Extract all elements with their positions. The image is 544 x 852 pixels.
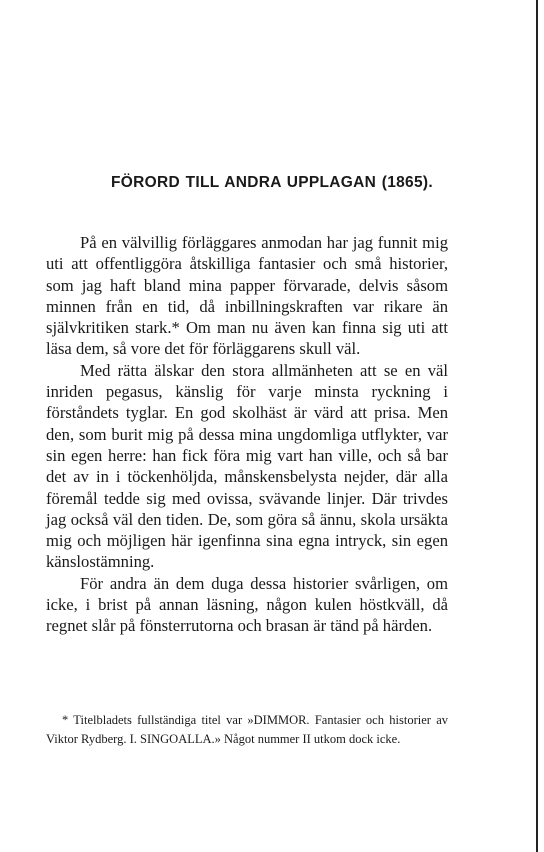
preface-heading: FÖRORD TILL ANDRA UPPLAGAN (1865). [111, 174, 433, 191]
preface-body [46, 232, 448, 637]
paragraph-3: För andra än dem duga dessa historier svårligen, om icke, i brist på annan läsning, någon kulen höstkväll, då regnet slår på fönsterrutorna och brasan är tänd på härden. [46, 573, 448, 636]
footnote: * Titelbladets fullständiga titel var »DIMMOR. Fantasier och historier av Viktor Rydberg. I. SINGOALLA.» Något nummer II utkom dock icke. [46, 713, 448, 746]
paragraph-2: Med rätta älskar den stora allmänheten att se en väl inriden pegasus, känslig för varje minsta ryckning i förståndets tyglar. En god skolhäst är värd att prisa. Men den, som burit mig på dessa mina ungdomliga utflykter, var sin egen herre: han fick föra mig vart han ville, och så bar det av in i töckenhöljda, månskensbelysta nejder, där alla föremål tedde sig med ovissa, svävande linjer. Där trivdes jag också väl den tiden. De, som göra så ännu, skola ursäkta mig och möjligen här igenfinna sina egna intryck, sin egen känslostämning. [46, 360, 448, 572]
paragraph-1: På en välvillig förläggares anmodan har jag funnit mig uti att offentliggöra åtskilliga fantasier och små historier, som jag haft bland mina papper förvarade, delvis såsom minnen från en tid, då inbillningskraften var rikare än självkritiken stark.* Om man nu även kan finna sig uti att läsa dem, så vore det för förläggarens skull väl. [46, 233, 448, 359]
page-edge-line [536, 0, 538, 852]
